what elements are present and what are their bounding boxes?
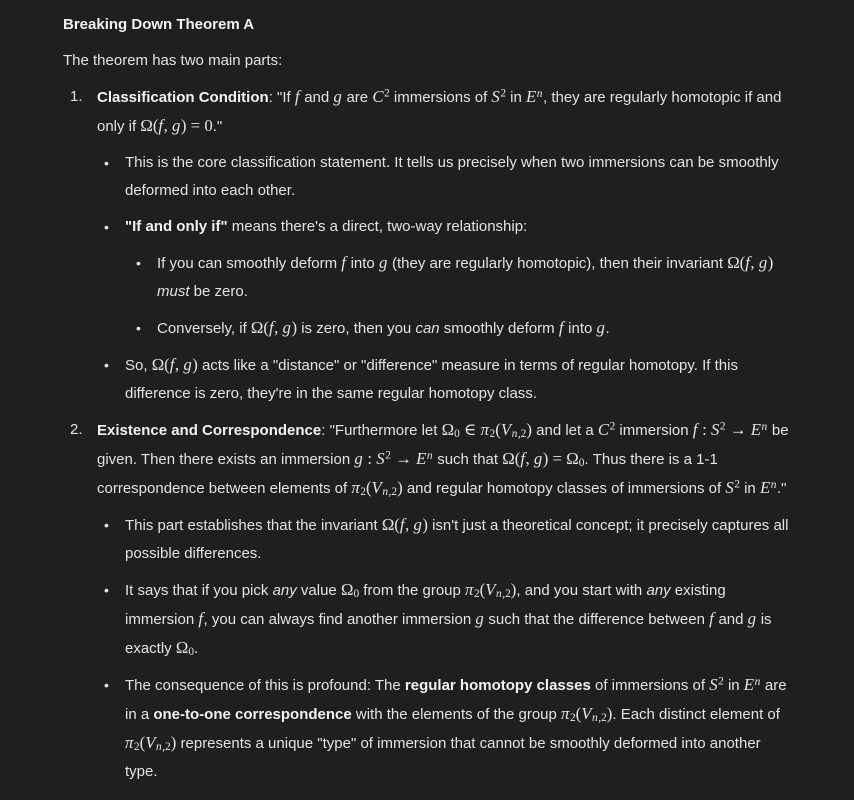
- math-subscript: 0: [454, 428, 460, 441]
- text-segment: This part establishes that the invariant: [125, 517, 382, 534]
- italic-text: must: [157, 283, 190, 300]
- list-item-text: [125, 671, 794, 786]
- text-segment: , they are regularly homotopic if and only if: [97, 89, 782, 135]
- list-item-text: [97, 83, 794, 141]
- math-segment: π2(Vn,2): [125, 733, 177, 754]
- math-segment: Ω0 ∈ π2(Vn,2): [441, 420, 532, 441]
- bullet-icon: •: [136, 320, 141, 336]
- bold-text: Existence and Correspondence: [97, 422, 322, 439]
- list-item-text: [97, 416, 794, 503]
- text-segment: .": [212, 118, 223, 135]
- bullet-item: [97, 351, 794, 408]
- math-segment: Ω(f, g): [250, 318, 298, 337]
- bold-text: one-to-one correspondence: [153, 706, 352, 723]
- bold-text: "If and only if": [125, 218, 228, 235]
- math-segment: $E^n$: [759, 478, 777, 497]
- text-segment: be given. Then there exists an immersion: [97, 422, 789, 468]
- math-subscript: n,2: [155, 741, 171, 754]
- math-segment: f: [198, 609, 204, 628]
- math-segment: g: [378, 253, 388, 272]
- text-segment: be zero.: [189, 283, 248, 300]
- text-segment: It says that if you pick: [125, 582, 273, 599]
- text-segment: acts like a "distance" or "difference" measure in terms of regular homotopy. If this difference is zero, they're in the same regular homotopy class.: [125, 357, 738, 402]
- math-segment: f: [558, 318, 564, 337]
- list-item-text: [125, 213, 794, 241]
- math-superscript: 2: [734, 478, 740, 491]
- math-superscript: n: [536, 87, 543, 100]
- text-segment: such that: [433, 451, 503, 468]
- bold-text: Breaking Down Theorem A: [63, 16, 255, 33]
- math-superscript: n: [770, 478, 777, 491]
- text-segment: are in a: [125, 677, 787, 723]
- math-subscript: 0: [188, 646, 195, 659]
- math-subscript: 0: [578, 457, 585, 470]
- bullet-icon: •: [104, 677, 109, 693]
- math-subscript: 2: [360, 486, 366, 499]
- math-segment: π2(Vn,2): [351, 478, 403, 499]
- list-item-text: [125, 576, 794, 663]
- bold-text: regular homotopy classes: [404, 677, 591, 694]
- sub-bullet-item: [129, 314, 794, 343]
- math-segment: π2(Vn,2): [465, 580, 517, 601]
- text-segment: The consequence of this is profound: The: [125, 677, 405, 694]
- text-segment: If you can smoothly deform: [157, 255, 342, 272]
- list-number: 1.: [70, 88, 83, 105]
- text-segment: in: [723, 677, 744, 694]
- numbered-item: [63, 83, 794, 141]
- text-segment: into: [346, 255, 379, 272]
- math-segment: π2(Vn,2): [561, 704, 613, 725]
- math-superscript: 2: [384, 87, 390, 100]
- text-segment: existing immersion: [125, 582, 726, 628]
- section-heading: [63, 11, 794, 39]
- text-segment: So,: [125, 357, 152, 374]
- math-subscript: 2: [569, 712, 576, 725]
- math-segment: Ω0: [340, 580, 360, 601]
- math-subscript: 2: [473, 588, 480, 601]
- text-segment: (they are regularly homotopic), then their invariant: [387, 255, 728, 272]
- text-segment: from the group: [359, 582, 466, 599]
- text-segment: in: [739, 480, 760, 497]
- math-segment: $S^2$: [709, 675, 724, 694]
- math-segment: Ω(f, g) = Ω0: [502, 449, 585, 470]
- math-subscript: n,2: [511, 428, 527, 441]
- math-subscript: n,2: [496, 588, 511, 601]
- list-item-text: [125, 351, 794, 408]
- text-segment: is zero, then you: [297, 320, 416, 337]
- text-segment: and: [714, 611, 748, 628]
- text-segment: smoothly deform: [439, 320, 559, 337]
- sub-bullet-item: [129, 249, 794, 306]
- italic-text: any: [272, 582, 297, 599]
- math-superscript: n: [754, 675, 761, 688]
- intro-paragraph: [63, 47, 794, 75]
- list-number: 2.: [70, 421, 83, 438]
- text-segment: value: [296, 582, 341, 599]
- math-superscript: 2: [719, 420, 726, 433]
- text-segment: . Thus there is a 1-1 correspondence between elements of: [97, 451, 718, 497]
- math-segment: $E^n$: [743, 675, 761, 694]
- bold-text: Classification Condition: [97, 89, 269, 106]
- math-segment: Ω0: [175, 638, 195, 659]
- math-segment: f: [294, 87, 300, 106]
- math-segment: Ω(f, g): [727, 253, 774, 272]
- text-segment: : "Furthermore let: [321, 422, 442, 439]
- text-segment: . Each distinct element of: [612, 706, 780, 723]
- list-item-text: [125, 149, 794, 205]
- bullet-icon: •: [136, 255, 141, 271]
- text-segment: with the elements of the group: [351, 706, 562, 723]
- math-superscript: 2: [500, 87, 507, 100]
- math-segment: f: [709, 609, 714, 628]
- math-segment: $C^2$: [372, 87, 390, 106]
- text-segment: of immersions of: [590, 677, 710, 694]
- text-segment: .: [194, 640, 199, 657]
- math-segment: g: [333, 87, 342, 106]
- text-segment: and regular homotopy classes of immersions of: [402, 480, 726, 497]
- text-segment: represents a unique "type" of immersion that cannot be smoothly deformed into another type.: [125, 735, 761, 780]
- text-segment: .: [605, 320, 610, 337]
- math-segment: f: [341, 253, 346, 272]
- text-segment: immersion: [615, 422, 693, 439]
- math-subscript: n,2: [382, 486, 398, 499]
- bullet-item: [97, 576, 794, 663]
- text-segment: and: [300, 89, 334, 106]
- math-segment: Ω(f, g) = 0: [140, 116, 213, 135]
- bullet-icon: •: [104, 155, 109, 171]
- math-subscript: 0: [353, 588, 360, 601]
- list-item-text: [157, 249, 794, 306]
- text-segment: : "If: [268, 89, 295, 106]
- list-item-text: [125, 511, 794, 568]
- math-segment: g: [747, 609, 757, 628]
- math-superscript: 2: [385, 449, 391, 462]
- message-body: [63, 11, 794, 786]
- bullet-item: [97, 213, 794, 241]
- text-segment: and let a: [531, 422, 598, 439]
- italic-text: any: [646, 582, 671, 599]
- text-segment: immersions of: [389, 89, 492, 106]
- math-subscript: 2: [133, 741, 140, 754]
- bullet-icon: •: [104, 582, 109, 598]
- text-segment: Conversely, if: [157, 320, 251, 337]
- text-segment: are: [342, 89, 373, 106]
- math-segment: $S^2$: [491, 87, 507, 106]
- list-item-text: [157, 314, 794, 343]
- math-superscript: n: [426, 449, 433, 462]
- text-segment: means there's a direct, two-way relationship:: [227, 218, 528, 235]
- text-segment: .": [776, 480, 787, 497]
- math-segment: f : $S^2 \to E^n$: [692, 420, 768, 439]
- numbered-item: [63, 416, 794, 503]
- math-superscript: 2: [609, 420, 616, 433]
- bullet-item: [97, 671, 794, 786]
- math-segment: Ω(f, g): [381, 515, 428, 534]
- bullet-icon: •: [104, 219, 109, 235]
- math-segment: $E^n$: [526, 87, 543, 106]
- text-segment: isn't just a theoretical concept; it precisely captures all possible differences.: [125, 517, 789, 562]
- bullet-item: [97, 511, 794, 568]
- math-segment: Ω(f, g): [151, 355, 198, 374]
- text-segment: The theorem has two main parts:: [63, 52, 283, 69]
- math-subscript: 2: [489, 428, 496, 441]
- math-superscript: n: [761, 420, 768, 433]
- text-segment: This is the core classification statement. It tells us precisely when two immersions can be smoothly deformed into each other.: [125, 154, 779, 199]
- text-segment: is exactly: [125, 611, 772, 657]
- bullet-icon: •: [104, 357, 109, 373]
- text-segment: , and you start with: [516, 582, 647, 599]
- bullet-icon: •: [104, 517, 109, 533]
- math-segment: g: [596, 318, 605, 337]
- bullet-item: [97, 149, 794, 205]
- text-segment: , you can always find another immersion: [203, 611, 476, 628]
- math-segment: $S^2$: [725, 478, 740, 497]
- text-segment: into: [564, 320, 597, 337]
- text-segment: in: [506, 89, 527, 106]
- italic-text: can: [415, 320, 440, 337]
- math-superscript: 2: [718, 675, 724, 688]
- math-segment: g: [475, 609, 484, 628]
- math-segment: $C^2$: [597, 420, 616, 439]
- math-subscript: n,2: [592, 712, 607, 725]
- text-segment: such that the difference between: [484, 611, 710, 628]
- math-segment: g : $S^2 \to E^n$: [354, 449, 433, 468]
